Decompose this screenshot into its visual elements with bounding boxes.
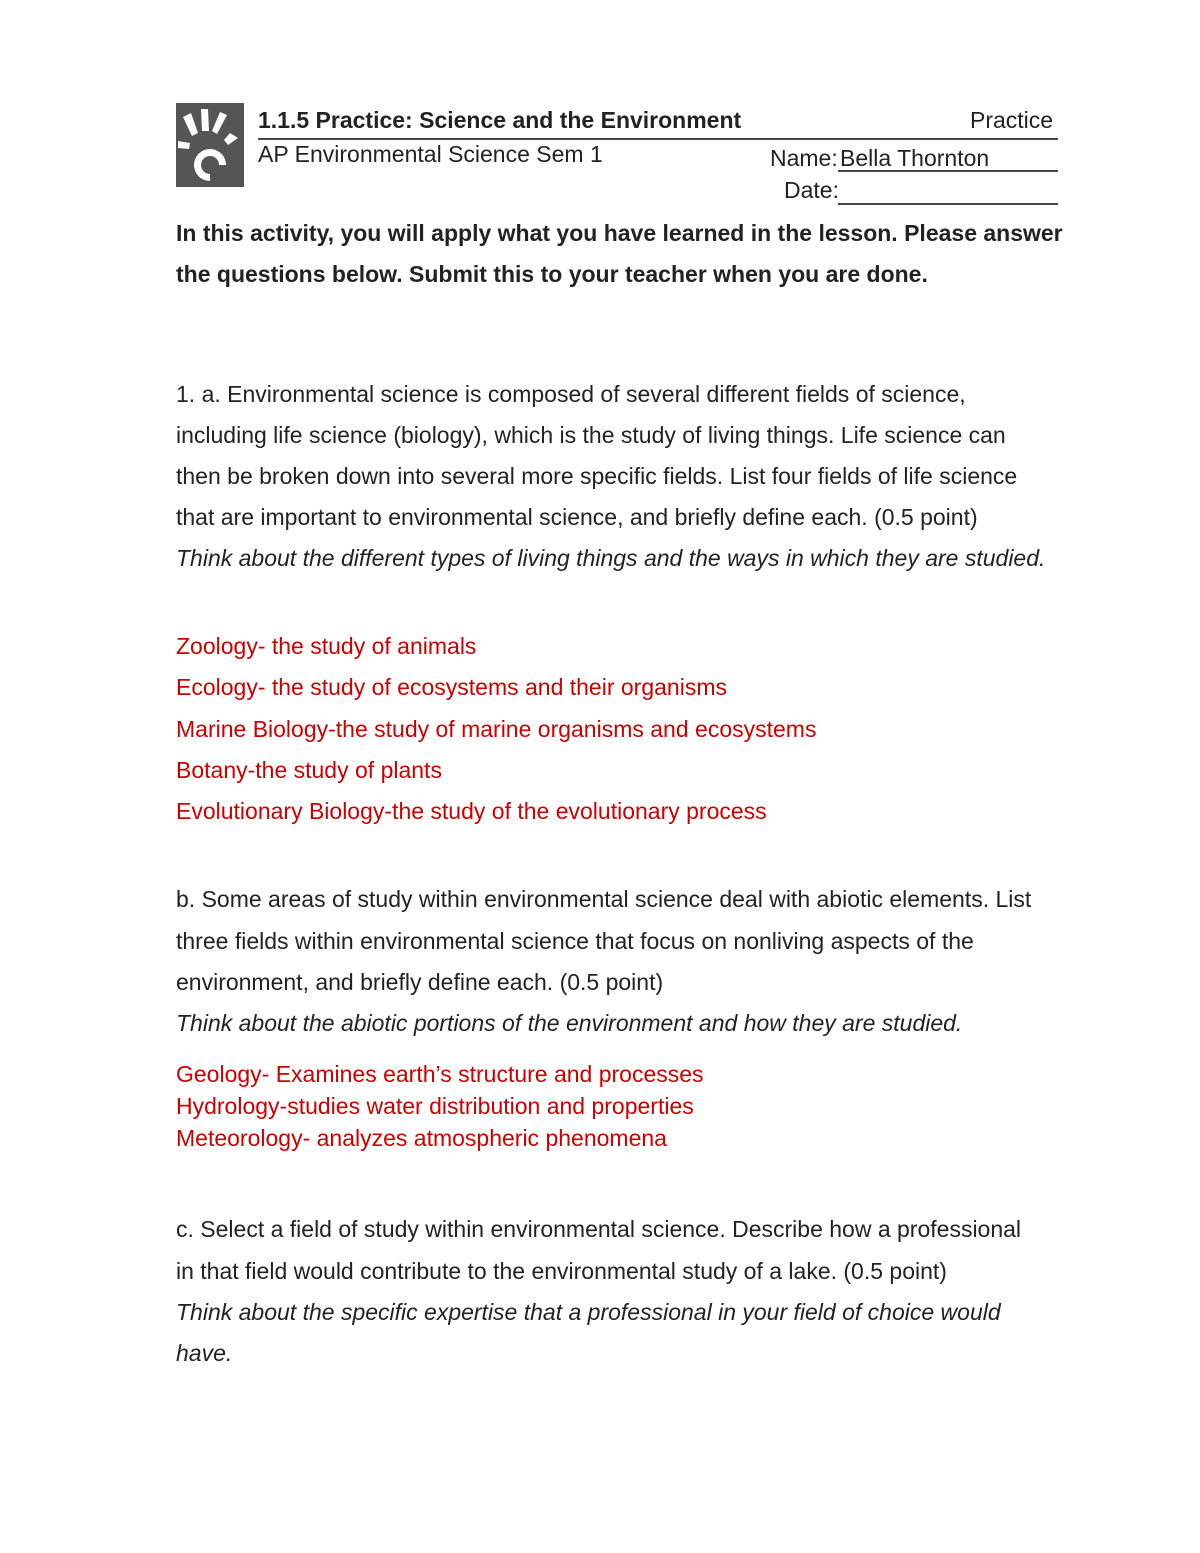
question-a-line-1: 1. a. Environmental science is composed of several different fields of science, — [176, 381, 966, 407]
question-b-line-2: three fields within environmental science that focus on nonliving aspects of the — [176, 928, 974, 954]
question-c-hint-line-1: Think about the specific expertise that a professional in your field of choice would — [176, 1299, 1001, 1325]
question-a-line-4: that are important to environmental science, and briefly define each. (0.5 point) — [176, 504, 978, 530]
answer-a-4: Botany-the study of plants — [176, 757, 442, 783]
document-type-label: Practice — [970, 107, 1054, 133]
date-field[interactable] — [838, 203, 1058, 205]
date-label: Date: — [784, 177, 839, 203]
answer-b-2: Hydrology-studies water distribution and properties — [176, 1093, 694, 1119]
answer-a-5: Evolutionary Biology-the study of the evolutionary process — [176, 798, 767, 824]
question-c-line-1: c. Select a field of study within environmental science. Describe how a professional — [176, 1216, 1022, 1242]
answer-a-2: Ecology- the study of ecosystems and their organisms — [176, 674, 727, 700]
name-label: Name: — [770, 145, 838, 171]
intro-line-2: the questions below. Submit this to your teacher when you are done. — [176, 261, 928, 287]
question-a-hint: Think about the different types of living things and the ways in which they are studied. — [176, 545, 1046, 571]
question-c-hint-line-2: have. — [176, 1340, 233, 1366]
question-a-line-2: including life science (biology), which is the study of living things. Life science can — [176, 422, 1006, 448]
question-a-line-3: then be broken down into several more specific fields. List four fields of life science — [176, 463, 1018, 489]
answer-a-3: Marine Biology-the study of marine organisms and ecosystems — [176, 716, 817, 742]
question-b-line-1: b. Some areas of study within environmental science deal with abiotic elements. List — [176, 886, 1032, 912]
name-underline — [838, 170, 1058, 172]
question-b-line-3: environment, and briefly define each. (0.5 point) — [176, 969, 664, 995]
title-divider — [258, 138, 1058, 140]
answer-b-3: Meteorology- analyzes atmospheric phenomena — [176, 1125, 667, 1151]
answer-b-1: Geology- Examines earth’s structure and processes — [176, 1061, 704, 1087]
intro-line-1: In this activity, you will apply what you have learned in the lesson. Please answer — [176, 220, 1063, 246]
answer-a-1: Zoology- the study of animals — [176, 633, 477, 659]
course-name: AP Environmental Science Sem 1 — [258, 141, 603, 167]
name-value[interactable]: Bella Thornton — [840, 145, 990, 171]
document-title: 1.1.5 Practice: Science and the Environment — [258, 107, 742, 133]
question-b-hint: Think about the abiotic portions of the environment and how they are studied. — [176, 1010, 963, 1036]
publisher-logo-icon — [176, 103, 244, 187]
question-c-line-2: in that field would contribute to the environmental study of a lake. (0.5 point) — [176, 1258, 947, 1284]
